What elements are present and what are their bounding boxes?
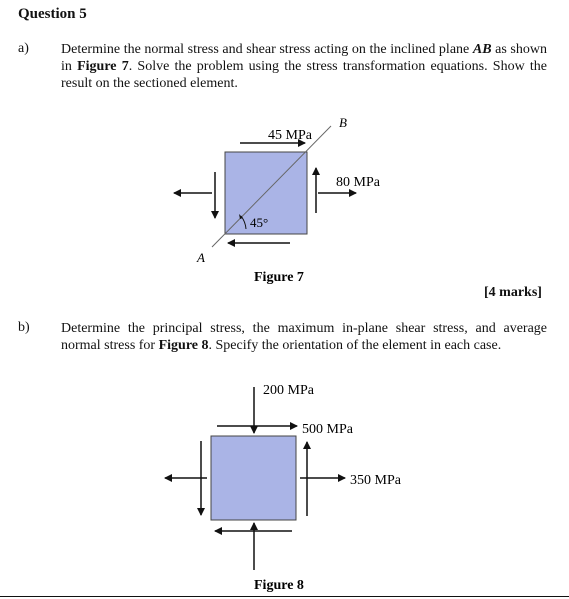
part-a-label: a): [18, 41, 29, 56]
part-a-text-3: . Solve the problem using the stress transformation equations. Show the result on the sectioned element.: [61, 59, 547, 91]
part-b-label: b): [18, 320, 30, 335]
figure7-angle: 45°: [250, 215, 269, 230]
part-b-text-1: Determine the principal stress, the maximum in-plane shear stress, and average normal stress for: [61, 321, 547, 353]
figure7-stress-right: 80 MPa: [336, 175, 380, 190]
part-a-text-2: as shown in: [61, 42, 547, 74]
page-bottom-rule: [0, 596, 569, 597]
part-b-text-2: . Specify the orientation of the element in each case.: [208, 338, 502, 353]
stress-element-8: [211, 436, 296, 520]
part-a-figure-ref: Figure 7: [77, 59, 129, 74]
figure7-stress-top: 45 MPa: [268, 128, 312, 143]
figure8-stress-right: 350 MPa: [350, 473, 401, 488]
question-title: Question 5: [18, 6, 87, 22]
part-a-plane-label: AB: [472, 42, 492, 57]
figure8-stress-shear: 500 MPa: [302, 422, 353, 437]
part-a-text-1: Determine the normal stress and shear stress acting on the inclined plane: [61, 42, 473, 57]
part-b-figure-ref: Figure 8: [158, 338, 209, 353]
figure8-caption: Figure 8: [254, 578, 304, 593]
figure8-stress-top: 200 MPa: [263, 383, 314, 398]
figure7-caption: Figure 7: [254, 270, 304, 285]
marks-a: [4 marks]: [484, 285, 542, 300]
figure7-point-b: B: [339, 115, 347, 130]
figure7-point-a: A: [197, 250, 205, 265]
part-b-text: [61, 320, 547, 354]
